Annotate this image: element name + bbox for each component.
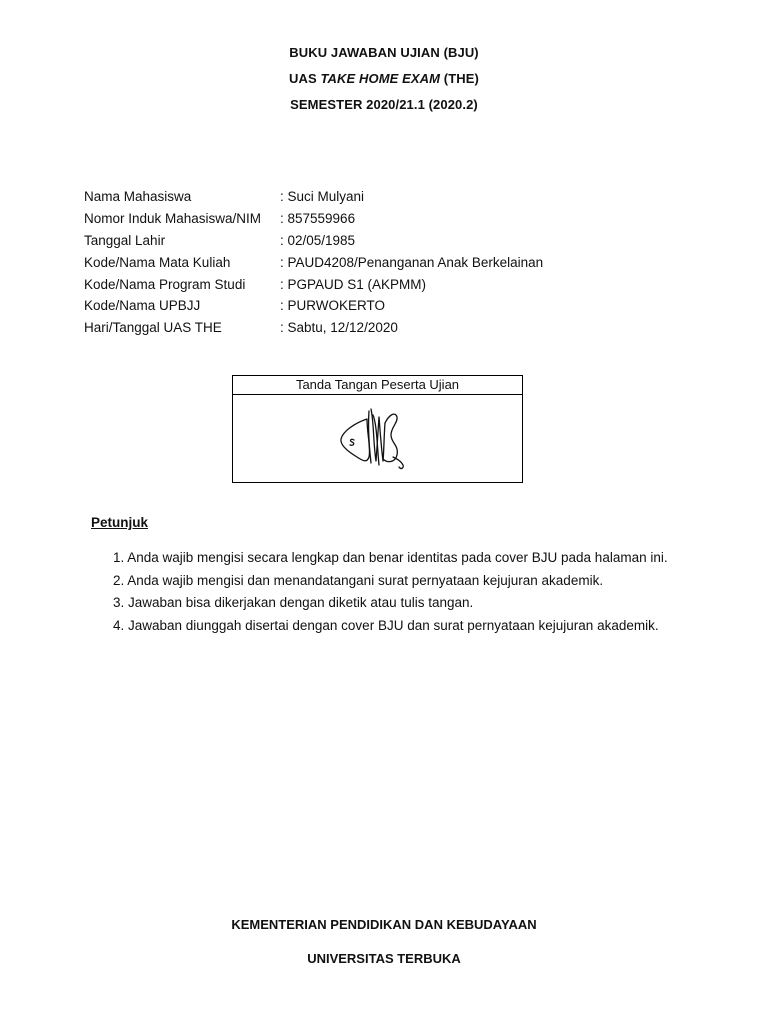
identity-label: Tanggal Lahir xyxy=(84,232,166,248)
identity-row xyxy=(84,251,543,273)
identity-value: : 857559966 xyxy=(280,211,356,227)
identity-value: : PURWOKERTO xyxy=(280,298,386,314)
identity-row xyxy=(84,208,543,230)
signature-box xyxy=(232,375,523,483)
doc-subtitle-prefix: UAS xyxy=(289,71,321,86)
doc-semester xyxy=(0,97,768,112)
identity-row xyxy=(84,186,543,208)
list-item: 3. Jawaban bisa dikerjakan dengan diketik atau tulis tangan. xyxy=(113,595,474,610)
identity-label: Kode/Nama Mata Kuliah xyxy=(84,254,231,270)
instructions-title: Petunjuk xyxy=(91,515,149,530)
signature-area xyxy=(233,395,522,483)
identity-value: : 02/05/1985 xyxy=(280,232,356,248)
list-item: 4. Jawaban diunggah disertai dengan cover BJU dan surat pernyataan kejujuran akademik. xyxy=(113,617,659,633)
doc-title xyxy=(0,45,768,60)
identity-value: : PGPAUD S1 (AKPMM) xyxy=(280,276,427,292)
identity-value: : Suci Mulyani xyxy=(280,189,365,205)
identity-label: Kode/Nama UPBJJ xyxy=(84,298,201,314)
identity-value: : Sabtu, 12/12/2020 xyxy=(280,320,398,336)
instructions-list xyxy=(113,549,668,639)
footer-ministry: KEMENTERIAN PENDIDIKAN DAN KEBUDAYAAN xyxy=(231,917,537,932)
identity-label: Nomor Induk Mahasiswa/NIM xyxy=(84,211,262,227)
identity-value: : PAUD4208/Penanganan Anak Berkelainan xyxy=(280,254,544,270)
identity-label: Kode/Nama Program Studi xyxy=(84,276,246,292)
signature-box-title: Tanda Tangan Peserta Ujian xyxy=(233,376,522,395)
signature-image xyxy=(337,405,421,475)
identity-table xyxy=(84,186,543,339)
identity-label: Nama Mahasiswa xyxy=(84,189,192,205)
list-item: 2. Anda wajib mengisi dan menandatangani surat pernyataan kejujuran akademik. xyxy=(113,572,604,588)
footer-university: UNIVERSITAS TERBUKA xyxy=(307,951,461,966)
list-item: 1. Anda wajib mengisi secara lengkap dan benar identitas pada cover BJU pada halaman ini. xyxy=(113,550,668,565)
identity-row xyxy=(84,317,543,339)
identity-row xyxy=(84,295,543,317)
identity-label: Hari/Tanggal UAS THE xyxy=(84,320,222,336)
doc-subtitle-suffix: (THE) xyxy=(440,71,479,86)
doc-subtitle xyxy=(0,71,768,86)
doc-title-text: BUKU JAWABAN UJIAN (BJU) xyxy=(289,45,479,60)
doc-semester-text: SEMESTER 2020/21.1 (2020.2) xyxy=(290,97,478,112)
doc-subtitle-italic: TAKE HOME EXAM xyxy=(320,71,441,86)
identity-row xyxy=(84,273,543,295)
identity-row xyxy=(84,230,543,252)
